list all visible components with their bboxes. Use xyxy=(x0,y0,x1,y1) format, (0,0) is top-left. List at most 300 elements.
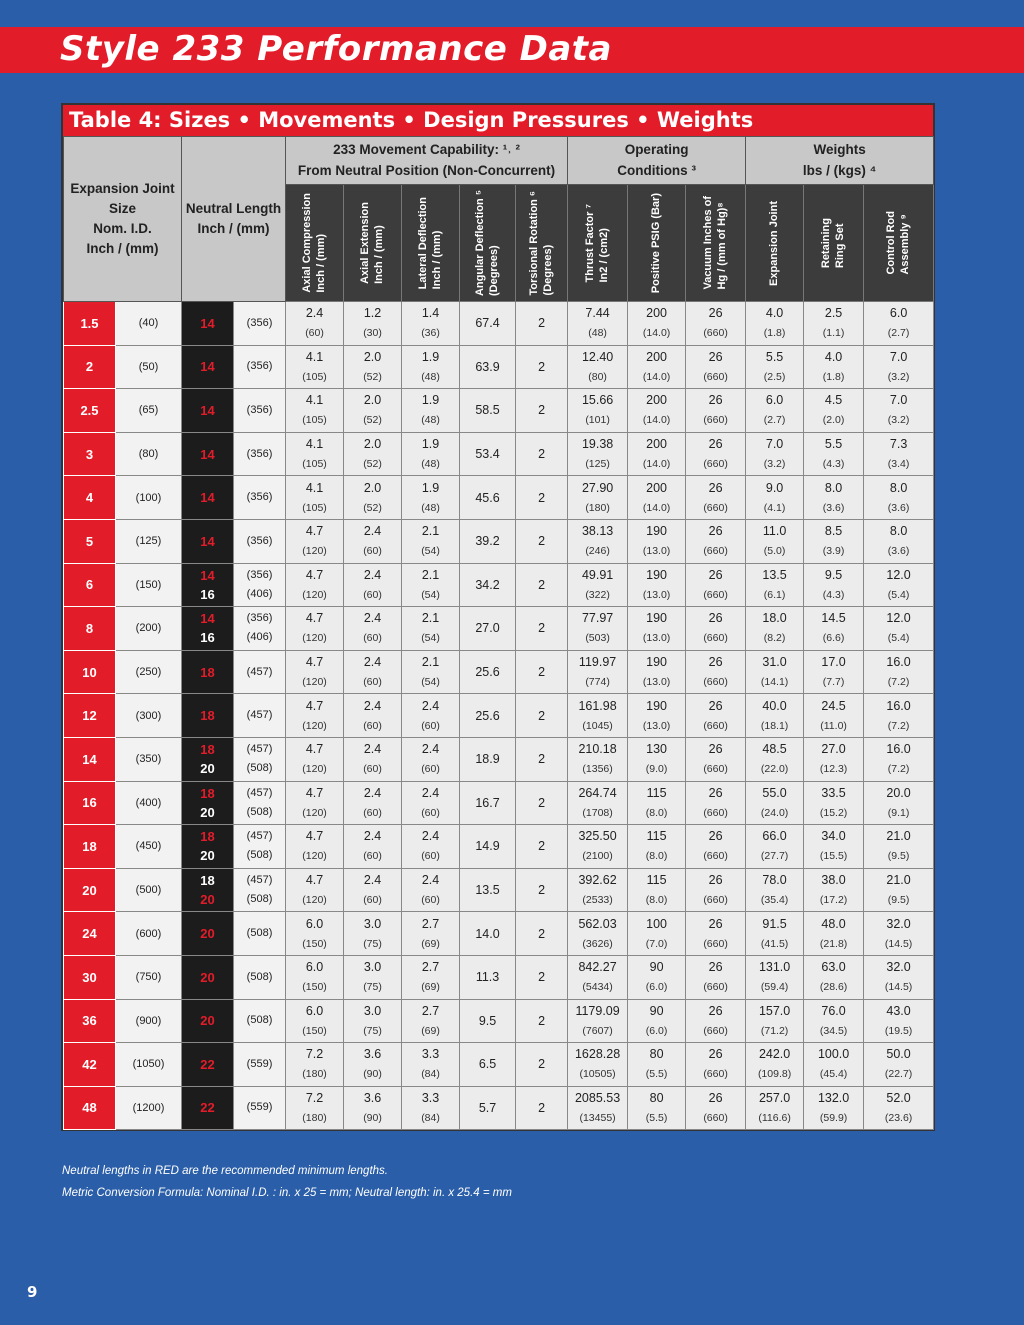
header-movement-capability: 233 Movement Capability: ¹˒ ² From Neutral Position (Non-Concurrent) xyxy=(286,137,568,185)
lateral-deflection: 1.9 (48) xyxy=(402,476,460,520)
table-row xyxy=(64,563,934,607)
vacuum: 26 (660) xyxy=(686,389,746,433)
table-row xyxy=(64,389,934,433)
angular-deflection: 16.7 xyxy=(460,781,516,825)
size-mm: (600) xyxy=(116,912,182,956)
angular-deflection: 53.4 xyxy=(460,432,516,476)
table-row xyxy=(64,825,934,869)
weight-control-rod: 50.0 (22.7) xyxy=(864,1043,934,1087)
torsional-rotation: 2 xyxy=(516,781,568,825)
size-mm: (65) xyxy=(116,389,182,433)
header-weight-expansion-joint: Expansion Joint xyxy=(746,185,804,302)
angular-deflection: 25.6 xyxy=(460,650,516,694)
footnote-metric-conversion: Metric Conversion Formula: Nominal I.D. : in. x 25 = mm; Neutral length: in. x 25.4 = mm xyxy=(62,1187,512,1199)
neutral-length-inch: 20 xyxy=(182,999,234,1043)
thrust-factor: 119.97 (774) xyxy=(568,650,628,694)
footnotes xyxy=(62,1160,512,1204)
size-inch: 48 xyxy=(64,1086,116,1130)
vacuum: 26 (660) xyxy=(686,345,746,389)
neutral-length-inch: 18 xyxy=(182,694,234,738)
table-row xyxy=(64,694,934,738)
lateral-deflection: 2.4 (60) xyxy=(402,694,460,738)
vacuum: 26 (660) xyxy=(686,432,746,476)
page-number: 9 xyxy=(27,1283,38,1301)
axial-compression: 4.7 (120) xyxy=(286,694,344,738)
neutral-length-inch: 18 20 xyxy=(182,868,234,912)
weight-retaining-ring: 2.5 (1.1) xyxy=(804,302,864,346)
torsional-rotation: 2 xyxy=(516,955,568,999)
torsional-rotation: 2 xyxy=(516,432,568,476)
neutral-length-inch: 14 xyxy=(182,432,234,476)
lateral-deflection: 2.7 (69) xyxy=(402,999,460,1043)
lateral-deflection: 2.4 (60) xyxy=(402,868,460,912)
lateral-deflection: 1.9 (48) xyxy=(402,345,460,389)
size-mm: (40) xyxy=(116,302,182,346)
thrust-factor: 161.98 (1045) xyxy=(568,694,628,738)
table-row xyxy=(64,476,934,520)
weight-retaining-ring: 17.0 (7.7) xyxy=(804,650,864,694)
angular-deflection: 14.9 xyxy=(460,825,516,869)
weight-expansion-joint: 11.0 (5.0) xyxy=(746,519,804,563)
thrust-factor: 7.44 (48) xyxy=(568,302,628,346)
angular-deflection: 34.2 xyxy=(460,563,516,607)
lateral-deflection: 2.4 (60) xyxy=(402,781,460,825)
page-title: Style 233 Performance Data xyxy=(60,29,613,69)
header-weights: Weights lbs / (kgs) ⁴ xyxy=(746,137,934,185)
axial-compression: 7.2 (180) xyxy=(286,1043,344,1087)
neutral-length-inch: 14 16 xyxy=(182,607,234,651)
neutral-length-mm: (356) xyxy=(234,476,286,520)
weight-expansion-joint: 78.0 (35.4) xyxy=(746,868,804,912)
table-row xyxy=(64,607,934,651)
size-inch: 30 xyxy=(64,955,116,999)
axial-extension: 2.4 (60) xyxy=(344,519,402,563)
thrust-factor: 2085.53 (13455) xyxy=(568,1086,628,1130)
size-mm: (1050) xyxy=(116,1043,182,1087)
axial-compression: 4.7 (120) xyxy=(286,825,344,869)
angular-deflection: 14.0 xyxy=(460,912,516,956)
positive-psig: 115 (8.0) xyxy=(628,868,686,912)
performance-table-container xyxy=(61,103,935,1131)
torsional-rotation: 2 xyxy=(516,519,568,563)
thrust-factor: 392.62 (2533) xyxy=(568,868,628,912)
size-mm: (100) xyxy=(116,476,182,520)
neutral-length-mm: (356) xyxy=(234,389,286,433)
angular-deflection: 11.3 xyxy=(460,955,516,999)
header-torsional-rotation: Torsional Rotation ⁶ (Degrees) xyxy=(516,185,568,302)
lateral-deflection: 2.1 (54) xyxy=(402,607,460,651)
axial-extension: 2.4 (60) xyxy=(344,694,402,738)
neutral-length-inch: 18 xyxy=(182,650,234,694)
weight-control-rod: 8.0 (3.6) xyxy=(864,476,934,520)
size-mm: (350) xyxy=(116,737,182,781)
axial-extension: 3.0 (75) xyxy=(344,912,402,956)
axial-compression: 4.7 (120) xyxy=(286,519,344,563)
thrust-factor: 1179.09 (7607) xyxy=(568,999,628,1043)
weight-expansion-joint: 7.0 (3.2) xyxy=(746,432,804,476)
size-mm: (450) xyxy=(116,825,182,869)
weight-retaining-ring: 63.0 (28.6) xyxy=(804,955,864,999)
axial-compression: 4.1 (105) xyxy=(286,389,344,433)
axial-extension: 2.4 (60) xyxy=(344,737,402,781)
positive-psig: 190 (13.0) xyxy=(628,650,686,694)
size-mm: (125) xyxy=(116,519,182,563)
weight-expansion-joint: 91.5 (41.5) xyxy=(746,912,804,956)
axial-extension: 2.0 (52) xyxy=(344,389,402,433)
axial-extension: 2.4 (60) xyxy=(344,825,402,869)
size-mm: (900) xyxy=(116,999,182,1043)
axial-compression: 4.7 (120) xyxy=(286,781,344,825)
weight-control-rod: 16.0 (7.2) xyxy=(864,694,934,738)
size-inch: 3 xyxy=(64,432,116,476)
weight-retaining-ring: 5.5 (4.3) xyxy=(804,432,864,476)
weight-control-rod: 7.0 (3.2) xyxy=(864,345,934,389)
positive-psig: 80 (5.5) xyxy=(628,1043,686,1087)
table-row xyxy=(64,432,934,476)
angular-deflection: 5.7 xyxy=(460,1086,516,1130)
size-mm: (750) xyxy=(116,955,182,999)
size-inch: 4 xyxy=(64,476,116,520)
positive-psig: 130 (9.0) xyxy=(628,737,686,781)
vacuum: 26 (660) xyxy=(686,302,746,346)
neutral-length-mm: (508) xyxy=(234,999,286,1043)
torsional-rotation: 2 xyxy=(516,868,568,912)
weight-retaining-ring: 4.0 (1.8) xyxy=(804,345,864,389)
axial-extension: 2.4 (60) xyxy=(344,563,402,607)
torsional-rotation: 2 xyxy=(516,912,568,956)
thrust-factor: 842.27 (5434) xyxy=(568,955,628,999)
size-mm: (400) xyxy=(116,781,182,825)
positive-psig: 190 (13.0) xyxy=(628,607,686,651)
table-row xyxy=(64,955,934,999)
weight-expansion-joint: 6.0 (2.7) xyxy=(746,389,804,433)
weight-control-rod: 32.0 (14.5) xyxy=(864,912,934,956)
header-thrust-factor: Thrust Factor ⁷ In2 / (cm2) xyxy=(568,185,628,302)
lateral-deflection: 2.4 (60) xyxy=(402,737,460,781)
axial-compression: 4.7 (120) xyxy=(286,563,344,607)
vacuum: 26 (660) xyxy=(686,912,746,956)
weight-retaining-ring: 33.5 (15.2) xyxy=(804,781,864,825)
angular-deflection: 13.5 xyxy=(460,868,516,912)
weight-retaining-ring: 27.0 (12.3) xyxy=(804,737,864,781)
weight-retaining-ring: 8.0 (3.6) xyxy=(804,476,864,520)
axial-extension: 2.0 (52) xyxy=(344,345,402,389)
size-mm: (1200) xyxy=(116,1086,182,1130)
vacuum: 26 (660) xyxy=(686,476,746,520)
header-vacuum: Vacuum Inches of Hg / (mm of Hg)⁸ xyxy=(686,185,746,302)
axial-extension: 3.0 (75) xyxy=(344,999,402,1043)
thrust-factor: 49.91 (322) xyxy=(568,563,628,607)
axial-extension: 2.0 (52) xyxy=(344,476,402,520)
angular-deflection: 27.0 xyxy=(460,607,516,651)
axial-compression: 4.7 (120) xyxy=(286,737,344,781)
size-mm: (200) xyxy=(116,607,182,651)
performance-table xyxy=(63,136,934,1130)
lateral-deflection: 2.1 (54) xyxy=(402,563,460,607)
torsional-rotation: 2 xyxy=(516,825,568,869)
thrust-factor: 15.66 (101) xyxy=(568,389,628,433)
positive-psig: 115 (8.0) xyxy=(628,825,686,869)
angular-deflection: 63.9 xyxy=(460,345,516,389)
weight-retaining-ring: 100.0 (45.4) xyxy=(804,1043,864,1087)
positive-psig: 200 (14.0) xyxy=(628,432,686,476)
torsional-rotation: 2 xyxy=(516,650,568,694)
angular-deflection: 9.5 xyxy=(460,999,516,1043)
weight-expansion-joint: 66.0 (27.7) xyxy=(746,825,804,869)
weight-expansion-joint: 18.0 (8.2) xyxy=(746,607,804,651)
axial-compression: 7.2 (180) xyxy=(286,1086,344,1130)
neutral-length-mm: (356) xyxy=(234,519,286,563)
angular-deflection: 18.9 xyxy=(460,737,516,781)
positive-psig: 200 (14.0) xyxy=(628,389,686,433)
thrust-factor: 27.90 (180) xyxy=(568,476,628,520)
neutral-length-inch: 18 20 xyxy=(182,781,234,825)
positive-psig: 80 (5.5) xyxy=(628,1086,686,1130)
header-axial-compression: Axial Compression Inch / (mm) xyxy=(286,185,344,302)
weight-retaining-ring: 4.5 (2.0) xyxy=(804,389,864,433)
weight-control-rod: 52.0 (23.6) xyxy=(864,1086,934,1130)
positive-psig: 90 (6.0) xyxy=(628,999,686,1043)
weight-retaining-ring: 34.0 (15.5) xyxy=(804,825,864,869)
table-row xyxy=(64,912,934,956)
thrust-factor: 210.18 (1356) xyxy=(568,737,628,781)
weight-control-rod: 32.0 (14.5) xyxy=(864,955,934,999)
thrust-factor: 1628.28 (10505) xyxy=(568,1043,628,1087)
vacuum: 26 (660) xyxy=(686,694,746,738)
header-expansion-joint: Expansion Joint Size Nom. I.D. Inch / (mm) xyxy=(64,137,182,302)
neutral-length-mm: (356) (406) xyxy=(234,563,286,607)
weight-control-rod: 12.0 (5.4) xyxy=(864,563,934,607)
lateral-deflection: 2.1 (54) xyxy=(402,650,460,694)
axial-compression: 2.4 (60) xyxy=(286,302,344,346)
axial-extension: 2.0 (52) xyxy=(344,432,402,476)
weight-expansion-joint: 4.0 (1.8) xyxy=(746,302,804,346)
vacuum: 26 (660) xyxy=(686,519,746,563)
thrust-factor: 12.40 (80) xyxy=(568,345,628,389)
torsional-rotation: 2 xyxy=(516,999,568,1043)
thrust-factor: 264.74 (1708) xyxy=(568,781,628,825)
weight-expansion-joint: 157.0 (71.2) xyxy=(746,999,804,1043)
neutral-length-mm: (457) xyxy=(234,694,286,738)
size-inch: 24 xyxy=(64,912,116,956)
vacuum: 26 (660) xyxy=(686,1086,746,1130)
angular-deflection: 45.6 xyxy=(460,476,516,520)
neutral-length-mm: (356) xyxy=(234,302,286,346)
positive-psig: 100 (7.0) xyxy=(628,912,686,956)
thrust-factor: 19.38 (125) xyxy=(568,432,628,476)
header-operating-conditions: Operating Conditions ³ xyxy=(568,137,746,185)
size-inch: 6 xyxy=(64,563,116,607)
positive-psig: 190 (13.0) xyxy=(628,563,686,607)
torsional-rotation: 2 xyxy=(516,302,568,346)
size-inch: 14 xyxy=(64,737,116,781)
neutral-length-mm: (457) (508) xyxy=(234,825,286,869)
lateral-deflection: 3.3 (84) xyxy=(402,1043,460,1087)
neutral-length-inch: 18 20 xyxy=(182,737,234,781)
vacuum: 26 (660) xyxy=(686,1043,746,1087)
neutral-length-inch: 14 xyxy=(182,519,234,563)
positive-psig: 115 (8.0) xyxy=(628,781,686,825)
axial-extension: 3.6 (90) xyxy=(344,1043,402,1087)
axial-compression: 6.0 (150) xyxy=(286,955,344,999)
header-weight-retaining-ring: Retaining Ring Set xyxy=(804,185,864,302)
torsional-rotation: 2 xyxy=(516,563,568,607)
table-title: Table 4: Sizes • Movements • Design Pressures • Weights xyxy=(63,105,933,136)
neutral-length-inch: 22 xyxy=(182,1043,234,1087)
neutral-length-mm: (559) xyxy=(234,1043,286,1087)
weight-expansion-joint: 257.0 (116.6) xyxy=(746,1086,804,1130)
positive-psig: 200 (14.0) xyxy=(628,302,686,346)
neutral-length-inch: 20 xyxy=(182,955,234,999)
angular-deflection: 6.5 xyxy=(460,1043,516,1087)
weight-retaining-ring: 76.0 (34.5) xyxy=(804,999,864,1043)
neutral-length-mm: (559) xyxy=(234,1086,286,1130)
torsional-rotation: 2 xyxy=(516,737,568,781)
angular-deflection: 39.2 xyxy=(460,519,516,563)
axial-extension: 2.4 (60) xyxy=(344,607,402,651)
weight-control-rod: 6.0 (2.7) xyxy=(864,302,934,346)
table-row xyxy=(64,519,934,563)
header-axial-extension: Axial Extension Inch / (mm) xyxy=(344,185,402,302)
vacuum: 26 (660) xyxy=(686,737,746,781)
vacuum: 26 (660) xyxy=(686,563,746,607)
weight-expansion-joint: 40.0 (18.1) xyxy=(746,694,804,738)
table-row xyxy=(64,868,934,912)
size-inch: 20 xyxy=(64,868,116,912)
weight-retaining-ring: 14.5 (6.6) xyxy=(804,607,864,651)
size-inch: 10 xyxy=(64,650,116,694)
header-lateral-deflection: Lateral Deflection Inch / (mm) xyxy=(402,185,460,302)
size-inch: 16 xyxy=(64,781,116,825)
neutral-length-mm: (356) (406) xyxy=(234,607,286,651)
weight-retaining-ring: 48.0 (21.8) xyxy=(804,912,864,956)
vacuum: 26 (660) xyxy=(686,999,746,1043)
weight-control-rod: 21.0 (9.5) xyxy=(864,868,934,912)
neutral-length-inch: 22 xyxy=(182,1086,234,1130)
weight-retaining-ring: 9.5 (4.3) xyxy=(804,563,864,607)
title-banner xyxy=(0,27,1024,73)
neutral-length-inch: 14 xyxy=(182,389,234,433)
neutral-length-mm: (457) (508) xyxy=(234,868,286,912)
thrust-factor: 562.03 (3626) xyxy=(568,912,628,956)
neutral-length-mm: (508) xyxy=(234,955,286,999)
lateral-deflection: 2.4 (60) xyxy=(402,825,460,869)
weight-control-rod: 8.0 (3.6) xyxy=(864,519,934,563)
header-neutral-length: Neutral Length Inch / (mm) xyxy=(182,137,286,302)
axial-compression: 4.7 (120) xyxy=(286,650,344,694)
thrust-factor: 325.50 (2100) xyxy=(568,825,628,869)
weight-retaining-ring: 38.0 (17.2) xyxy=(804,868,864,912)
size-inch: 2 xyxy=(64,345,116,389)
lateral-deflection: 1.9 (48) xyxy=(402,432,460,476)
lateral-deflection: 2.7 (69) xyxy=(402,955,460,999)
axial-extension: 1.2 (30) xyxy=(344,302,402,346)
neutral-length-mm: (457) xyxy=(234,650,286,694)
positive-psig: 190 (13.0) xyxy=(628,694,686,738)
torsional-rotation: 2 xyxy=(516,1086,568,1130)
table-row xyxy=(64,781,934,825)
weight-expansion-joint: 131.0 (59.4) xyxy=(746,955,804,999)
size-inch: 12 xyxy=(64,694,116,738)
torsional-rotation: 2 xyxy=(516,476,568,520)
weight-control-rod: 43.0 (19.5) xyxy=(864,999,934,1043)
weight-control-rod: 7.0 (3.2) xyxy=(864,389,934,433)
angular-deflection: 25.6 xyxy=(460,694,516,738)
vacuum: 26 (660) xyxy=(686,781,746,825)
axial-compression: 6.0 (150) xyxy=(286,999,344,1043)
size-mm: (300) xyxy=(116,694,182,738)
size-mm: (500) xyxy=(116,868,182,912)
lateral-deflection: 2.1 (54) xyxy=(402,519,460,563)
header-positive-psig: Positive PSIG (Bar) xyxy=(628,185,686,302)
axial-compression: 4.1 (105) xyxy=(286,476,344,520)
torsional-rotation: 2 xyxy=(516,694,568,738)
lateral-deflection: 3.3 (84) xyxy=(402,1086,460,1130)
weight-expansion-joint: 48.5 (22.0) xyxy=(746,737,804,781)
angular-deflection: 67.4 xyxy=(460,302,516,346)
table-row xyxy=(64,345,934,389)
weight-control-rod: 16.0 (7.2) xyxy=(864,650,934,694)
positive-psig: 190 (13.0) xyxy=(628,519,686,563)
axial-compression: 4.7 (120) xyxy=(286,607,344,651)
lateral-deflection: 1.4 (36) xyxy=(402,302,460,346)
positive-psig: 200 (14.0) xyxy=(628,345,686,389)
size-inch: 18 xyxy=(64,825,116,869)
size-inch: 36 xyxy=(64,999,116,1043)
size-inch: 42 xyxy=(64,1043,116,1087)
neutral-length-mm: (356) xyxy=(234,345,286,389)
vacuum: 26 (660) xyxy=(686,825,746,869)
size-mm: (150) xyxy=(116,563,182,607)
vacuum: 26 (660) xyxy=(686,607,746,651)
weight-retaining-ring: 8.5 (3.9) xyxy=(804,519,864,563)
vacuum: 26 (660) xyxy=(686,868,746,912)
torsional-rotation: 2 xyxy=(516,1043,568,1087)
angular-deflection: 58.5 xyxy=(460,389,516,433)
weight-expansion-joint: 13.5 (6.1) xyxy=(746,563,804,607)
weight-expansion-joint: 242.0 (109.8) xyxy=(746,1043,804,1087)
size-mm: (80) xyxy=(116,432,182,476)
size-inch: 1.5 xyxy=(64,302,116,346)
neutral-length-mm: (356) xyxy=(234,432,286,476)
axial-extension: 2.4 (60) xyxy=(344,868,402,912)
header-angular-deflection: Angular Deflection ⁵ (Degrees) xyxy=(460,185,516,302)
torsional-rotation: 2 xyxy=(516,345,568,389)
neutral-length-inch: 18 20 xyxy=(182,825,234,869)
weight-retaining-ring: 132.0 (59.9) xyxy=(804,1086,864,1130)
axial-compression: 4.1 (105) xyxy=(286,345,344,389)
axial-extension: 3.0 (75) xyxy=(344,955,402,999)
neutral-length-inch: 14 xyxy=(182,345,234,389)
weight-expansion-joint: 9.0 (4.1) xyxy=(746,476,804,520)
size-inch: 5 xyxy=(64,519,116,563)
vacuum: 26 (660) xyxy=(686,650,746,694)
table-row xyxy=(64,650,934,694)
torsional-rotation: 2 xyxy=(516,607,568,651)
size-mm: (250) xyxy=(116,650,182,694)
positive-psig: 200 (14.0) xyxy=(628,476,686,520)
lateral-deflection: 1.9 (48) xyxy=(402,389,460,433)
table-row xyxy=(64,1086,934,1130)
size-mm: (50) xyxy=(116,345,182,389)
neutral-length-mm: (508) xyxy=(234,912,286,956)
thrust-factor: 38.13 (246) xyxy=(568,519,628,563)
vacuum: 26 (660) xyxy=(686,955,746,999)
size-inch: 2.5 xyxy=(64,389,116,433)
weight-expansion-joint: 31.0 (14.1) xyxy=(746,650,804,694)
weight-control-rod: 20.0 (9.1) xyxy=(864,781,934,825)
weight-control-rod: 7.3 (3.4) xyxy=(864,432,934,476)
